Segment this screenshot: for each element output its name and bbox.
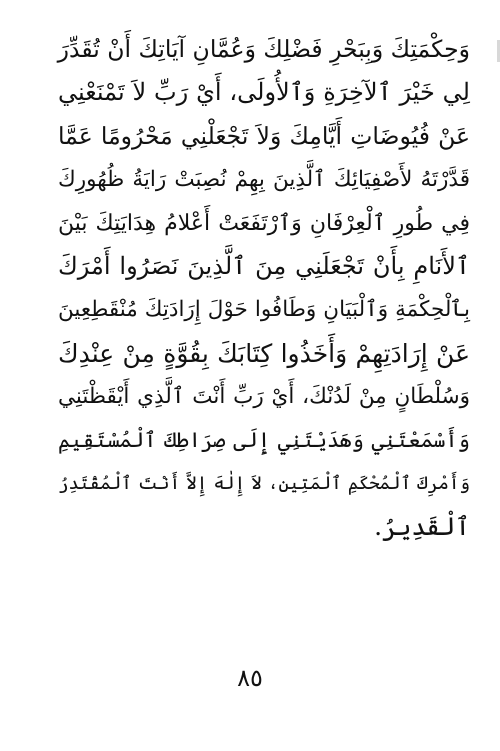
text-line: ٱلْقَدِيرُ. [374,512,470,542]
page-number: ٨٥ [237,664,263,692]
text-line: وَأَسْمَعْتَنِي وَهَدَيْتَنِي إِلَى صِرَاطِكَ ٱلْمُسْتَقِيمِ [58,427,470,452]
prayer-text [58,28,470,549]
text-line: قَدَّرْتَهُ لأَصْفِيَائِكَ ٱلَّذِينَ بِهِمْ نُصِبَتْ رَايَةُ ظُهُورِكَ [58,167,470,193]
text-line: عَنْ إِرَادَتِهِمْ وَأَخَذُوا كِتَابَكَ بِقُوَّةٍ مِنْ عِنْدِكَ [58,338,470,368]
text-line: فِي طُورِ ٱلْعِرْفَانِ وَٱرْتَفَعَتْ أَعْلامُ هِدَايَتِكَ بَيْنَ [58,210,470,236]
text-line: عَنْ فُيُوضَاتِ أَيَّامِكَ وَلاَ تَجْعَلْنِي مَحْرُومًا عَمَّا [58,121,470,150]
text-line: وَأَمْرِكَ ٱلْمُحْكَمِ ٱلْمَتِينِ، لاَ إِلٰهَ إِلاَّ أَنْتَ ٱلْمُقْتَدِرُ [58,473,470,495]
text-line: ٱلأَنَامِ بِأَنْ تَجْعَلَنِي مِنَ ٱلَّذِينَ نَصَرُوا أَمْرَكَ [58,252,470,281]
text-line: لِي خَيْرَ ٱلآخِرَةِ وَٱلأُولَى، أَيْ رَبِّ لاَ تَمْنَعْنِي [58,78,470,107]
text-line: وَحِكْمَتِكَ وَبِبَحْرِ فَضْلِكَ وَعُمَّانِ آيَاتِكَ أَنْ تُقَدِّرَ [57,35,470,63]
text-line: وَسُلْطَانٍ مِنْ لَدُنْكَ، أَيْ رَبِّ أَنْتَ ٱلَّذِي أَيْقَظْتَنِي [58,384,470,410]
text-line: بِٱلْحِكْمَةِ وَٱلْبَيَانِ وَطَافُوا حَوْلَ إِرَادَتِكَ مُنْقَطِعِينَ [58,297,470,323]
